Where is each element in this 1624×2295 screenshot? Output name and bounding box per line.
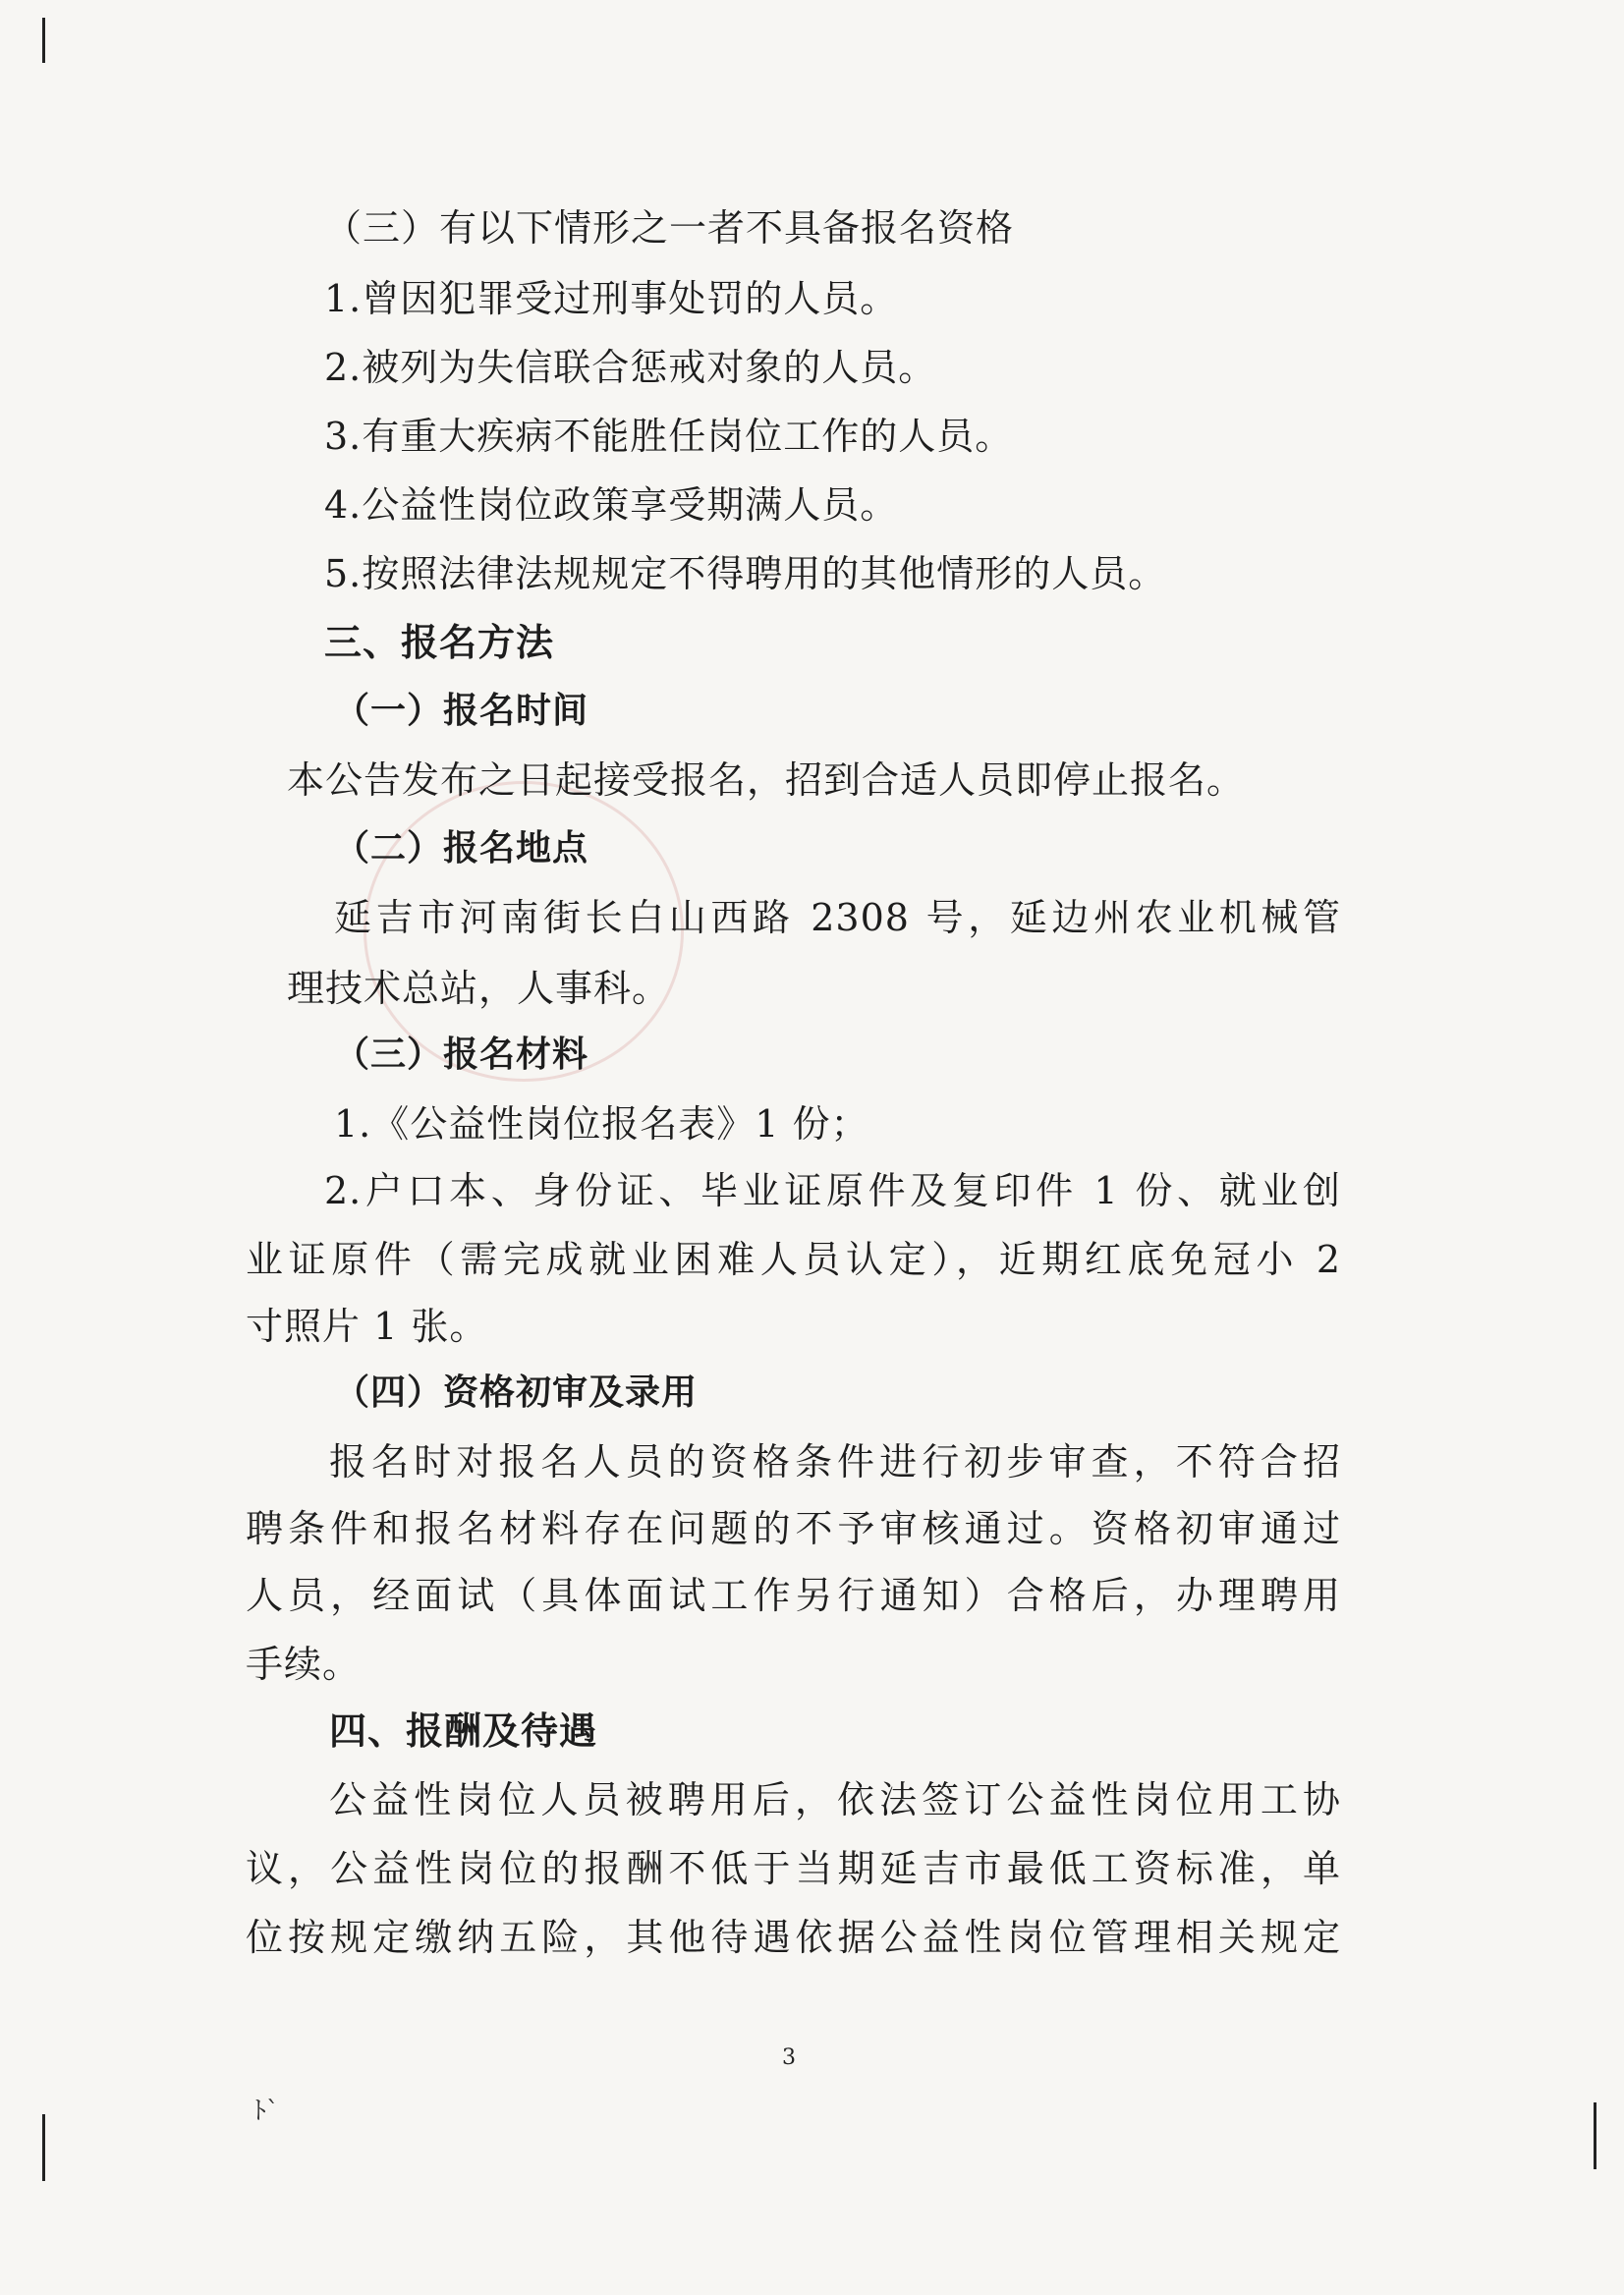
heading-registration-method: 三、报名方法 <box>324 621 555 664</box>
list-item: 3.有重大疾病不能胜任岗位工作的人员。 <box>324 415 1014 458</box>
right-edge-mark <box>1594 2102 1596 2169</box>
paragraph-materials-2-line-3: 寸照片 1 张。 <box>246 1305 488 1348</box>
paragraph-review-line-1: 报名时对报名人员的资格条件进行初步审查，不符合招 <box>329 1440 1341 1483</box>
list-item: 1.曾因犯罪受过刑事处罚的人员。 <box>324 277 899 320</box>
left-edge-mark-bottom <box>42 2114 45 2181</box>
paragraph-location-line-2: 理技术总站，人事科。 <box>287 967 671 1010</box>
section-title: （三）有以下情形之一者不具备报名资格 <box>324 206 1015 250</box>
paragraph-pay-line-1: 公益性岗位人员被聘用后，依法签订公益性岗位用工协 <box>329 1778 1341 1821</box>
paragraph-registration-time: 本公告发布之日起接受报名，招到合适人员即停止报名。 <box>287 758 1246 802</box>
paragraph-pay-line-3: 位按规定缴纳五险，其他待遇依据公益性岗位管理相关规定 <box>246 1916 1341 1959</box>
list-item: 4.公益性岗位政策享受期满人员。 <box>324 483 899 527</box>
subheading-qualification-review: （四）资格初审及录用 <box>334 1372 699 1413</box>
paragraph-materials-2-line-2: 业证原件（需完成就业困难人员认定），近期红底免冠小 2 <box>246 1238 1341 1281</box>
subheading-registration-time: （一）报名时间 <box>334 691 589 731</box>
paragraph-materials-1: 1.《公益性岗位报名表》1 份； <box>334 1102 869 1146</box>
list-item: 2.被列为失信联合惩戒对象的人员。 <box>324 346 937 389</box>
subheading-registration-location: （二）报名地点 <box>334 828 589 868</box>
left-edge-mark-top <box>42 18 45 63</box>
paragraph-review-line-2: 聘条件和报名材料存在问题的不予审核通过。资格初审通过 <box>246 1507 1341 1550</box>
page-number: 3 <box>782 2045 796 2070</box>
scan-mark: ﾄ` <box>253 2097 280 2126</box>
paragraph-review-line-3: 人员，经面试（具体面试工作另行通知）合格后，办理聘用 <box>246 1574 1341 1617</box>
subheading-registration-materials: （三）报名材料 <box>334 1035 589 1075</box>
list-item: 5.按照法律法规规定不得聘用的其他情形的人员。 <box>324 552 1167 595</box>
paragraph-location-line-1: 延吉市河南街长白山西路 2308 号，延边州农业机械管 <box>334 896 1341 939</box>
paragraph-review-line-4: 手续。 <box>246 1643 362 1686</box>
paragraph-pay-line-2: 议，公益性岗位的报酬不低于当期延吉市最低工资标准，单 <box>246 1847 1341 1890</box>
paragraph-materials-2-line-1: 2.户口本、身份证、毕业证原件及复印件 1 份、就业创 <box>324 1169 1341 1212</box>
heading-pay-and-benefits: 四、报酬及待遇 <box>329 1709 598 1753</box>
